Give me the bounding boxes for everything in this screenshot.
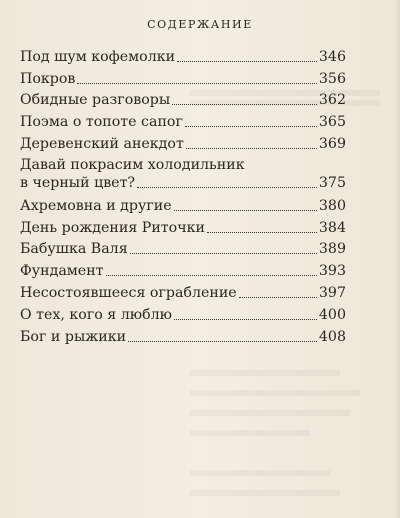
- toc-entry-line: [20, 174, 346, 192]
- leader-dots: [172, 103, 317, 105]
- toc-entry-title: Несостоявшееся ограбление: [20, 284, 237, 301]
- toc-entry-page: 400: [318, 306, 346, 323]
- leader-dots: [174, 318, 317, 320]
- leader-dots: [174, 209, 317, 211]
- toc-entry[interactable]: [20, 280, 346, 302]
- toc-entry-title: День рождения Риточки: [20, 219, 205, 236]
- toc-entry[interactable]: [20, 153, 346, 193]
- bleed-line: [190, 390, 360, 396]
- toc-entry-title: Ахремовна и другие: [20, 197, 172, 214]
- toc-entry[interactable]: [20, 193, 346, 215]
- toc-entry-page: 384: [318, 219, 346, 236]
- toc-entry[interactable]: [20, 109, 346, 131]
- toc-entry[interactable]: [20, 237, 346, 259]
- bleed-line: [190, 410, 350, 416]
- toc-entry-page: 346: [318, 48, 346, 65]
- toc-entry[interactable]: [20, 324, 346, 346]
- toc-entry-title: Бабушка Валя: [20, 241, 128, 258]
- toc-entry-line: [20, 156, 346, 174]
- toc-entry[interactable]: [20, 215, 346, 237]
- toc-entry-page: 356: [318, 70, 346, 87]
- leader-dots: [185, 125, 317, 127]
- toc-entry-page: 365: [318, 114, 346, 131]
- bleed-line: [190, 370, 340, 376]
- toc-entry-title: Бог и рыжики: [20, 328, 127, 345]
- toc-entry-page: 362: [318, 92, 346, 109]
- toc-entry-title: в черный цвет?: [20, 174, 136, 191]
- leader-dots: [207, 231, 317, 233]
- table-of-contents: [20, 44, 346, 346]
- toc-entry-page: 393: [318, 263, 346, 280]
- toc-entry[interactable]: [20, 44, 346, 66]
- leader-dots: [239, 296, 317, 298]
- toc-entry-page: 380: [318, 197, 346, 214]
- toc-entry-title: Давай покрасим холодильник: [20, 156, 245, 173]
- leader-dots: [130, 252, 317, 254]
- toc-entry-title: Деревенский анекдот: [20, 135, 184, 152]
- toc-entry[interactable]: [20, 131, 346, 153]
- page-edge-shadow: [394, 0, 400, 518]
- toc-heading: СОДЕРЖАНИЕ: [147, 18, 253, 31]
- leader-dots: [177, 60, 317, 62]
- toc-entry-title: О тех, кого я люблю: [20, 306, 173, 323]
- leader-dots: [106, 274, 317, 276]
- leader-dots: [186, 147, 317, 149]
- leader-dots: [77, 82, 317, 84]
- toc-entry-page: 369: [318, 135, 346, 152]
- toc-entry-title: Под шум кофемолки: [20, 48, 176, 65]
- toc-entry-title: Поэма о топоте сапог: [20, 114, 183, 131]
- toc-entry-title: Фундамент: [20, 263, 104, 280]
- toc-entry-page: 408: [318, 328, 346, 345]
- toc-entry-title: Покров: [20, 70, 76, 87]
- toc-entry-page: 389: [318, 241, 346, 258]
- toc-entry[interactable]: [20, 302, 346, 324]
- toc-entry[interactable]: [20, 88, 346, 110]
- toc-entry-title: Обидные разговоры: [20, 92, 171, 109]
- bleed-line: [190, 470, 330, 476]
- toc-entry-page: 375: [318, 174, 346, 191]
- toc-entry-page: 397: [318, 284, 346, 301]
- leader-dots: [128, 340, 317, 342]
- bleed-line: [190, 430, 310, 436]
- bleed-line: [190, 490, 340, 496]
- leader-dots: [137, 186, 317, 188]
- toc-entry[interactable]: [20, 66, 346, 88]
- toc-entry[interactable]: [20, 258, 346, 280]
